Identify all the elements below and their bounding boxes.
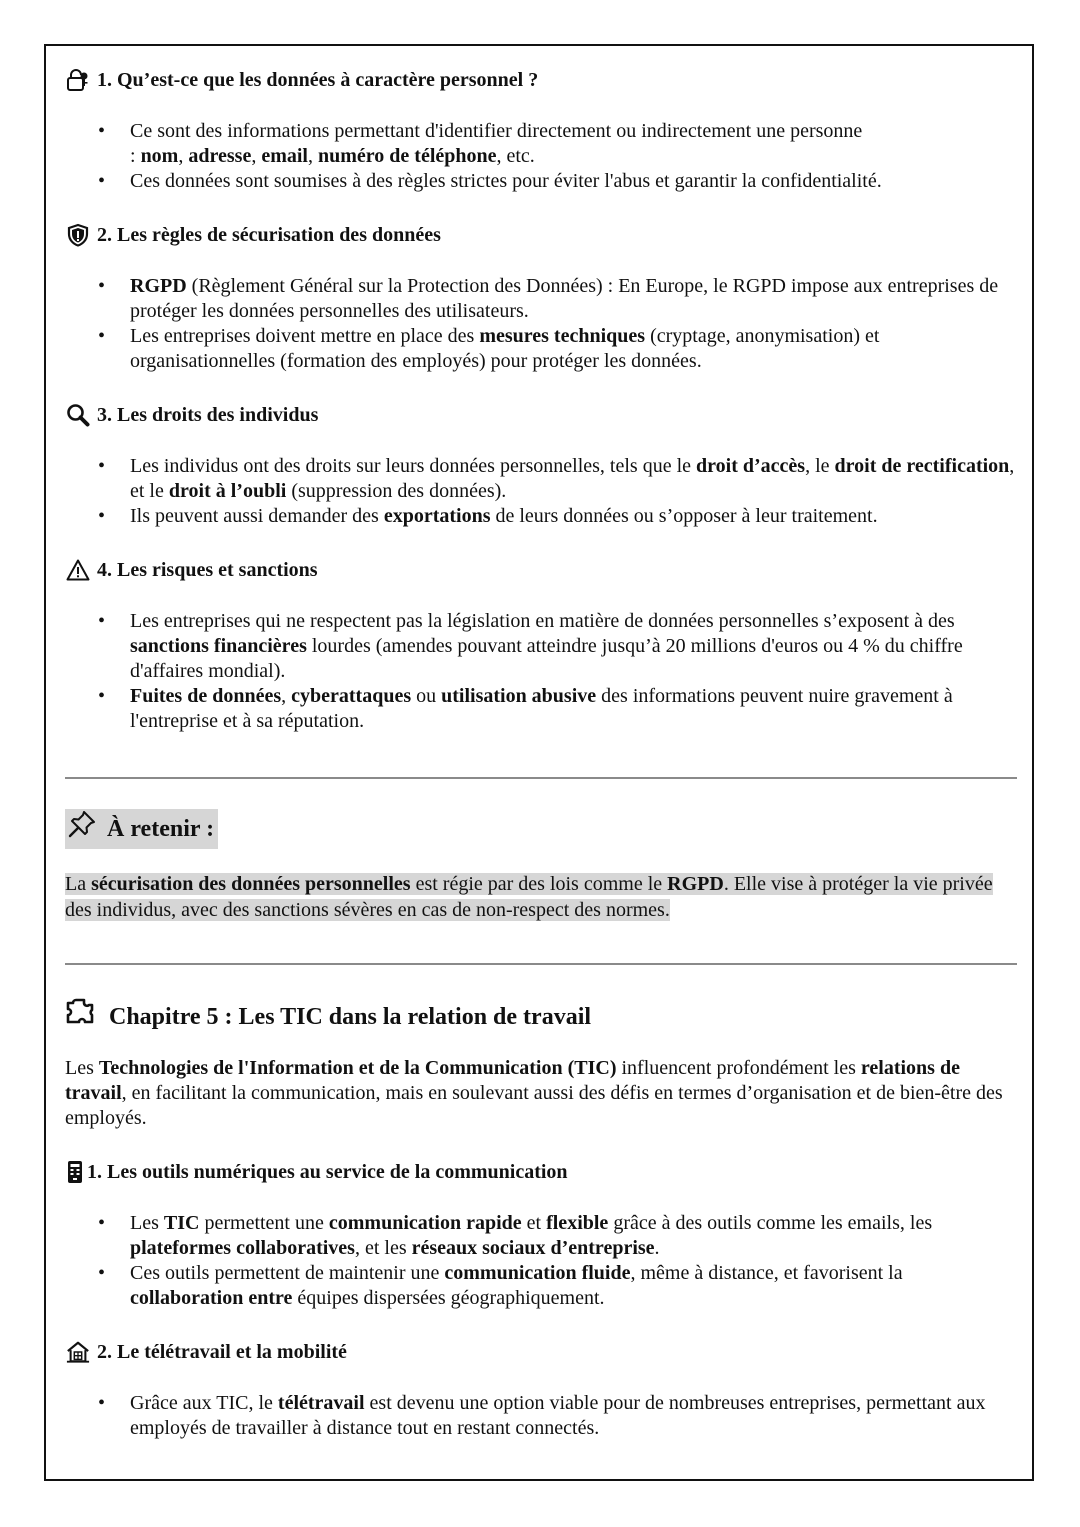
document-content bbox=[65, 66, 1017, 1441]
section-1-list bbox=[65, 119, 1017, 194]
magnifier-icon bbox=[65, 402, 91, 428]
warning-icon bbox=[65, 557, 91, 583]
retenir-heading bbox=[65, 809, 218, 849]
section-4-list bbox=[65, 609, 1017, 734]
list-item: • Ce sont des informations permettant d'identifier directement ou indirectement une personne : nom, adresse, email, numéro de téléphone, etc. bbox=[130, 119, 1017, 169]
mobile-phone-icon bbox=[65, 1159, 85, 1185]
lock-key-icon bbox=[65, 67, 91, 93]
chapter-5-section-2-heading bbox=[65, 1338, 1017, 1366]
section-1-heading bbox=[65, 66, 1017, 94]
section-4-title: 4. Les risques et sanctions bbox=[97, 559, 318, 581]
chapter-5-section-2-title: 2. Le télétravail et la mobilité bbox=[97, 1341, 347, 1363]
section-4-heading bbox=[65, 556, 1017, 584]
house-icon bbox=[65, 1339, 91, 1365]
section-2-title: 2. Les règles de sécurisation des données bbox=[97, 224, 441, 246]
section-1-title: 1. Qu’est-ce que les données à caractère personnel ? bbox=[97, 69, 539, 91]
chapter-5-section-2-list bbox=[65, 1391, 1017, 1441]
chapter-5-section-1-title: 1. Les outils numériques au service de la communication bbox=[87, 1161, 568, 1183]
section-3-heading bbox=[65, 401, 1017, 429]
list-item: • Ces données sont soumises à des règles strictes pour éviter l'abus et garantir la confidentialité. bbox=[130, 169, 1017, 194]
section-2-list bbox=[65, 274, 1017, 374]
list-item: • Fuites de données, cyberattaques ou utilisation abusive des informations peuvent nuire gravement à l'entreprise et à sa réputation. bbox=[130, 684, 1017, 734]
section-3-list bbox=[65, 454, 1017, 529]
list-item: • Les entreprises doivent mettre en place des mesures techniques (cryptage, anonymisation) et organisationnelles (formation des employés) pour protéger les données. bbox=[130, 324, 1017, 374]
pushpin-icon bbox=[67, 809, 97, 849]
list-item: • Les TIC permettent une communication rapide et flexible grâce à des outils comme les emails, les plateformes collaboratives, et les réseaux sociaux d’entreprise. bbox=[130, 1211, 1017, 1261]
list-item: • Grâce aux TIC, le télétravail est devenu une option viable pour de nombreuses entreprises, permettant aux employés de travailler à distance tout en restant connectés. bbox=[130, 1391, 1017, 1441]
chapter-5-section-1-heading bbox=[65, 1158, 1017, 1186]
shield-icon bbox=[65, 222, 91, 248]
chapter-5-intro: Les Technologies de l'Information et de la Communication (TIC) influencent profondément les relations de travail, en facilitant la communication, mais en soulevant aussi des défis en termes d’organisation et de bien-être des employés. bbox=[65, 1057, 1003, 1129]
section-3-title: 3. Les droits des individus bbox=[97, 404, 319, 426]
chapter-5-heading bbox=[65, 997, 1017, 1036]
list-item: • RGPD (Règlement Général sur la Protection des Données) : En Europe, le RGPD impose aux entreprises de protéger les données personnelles des utilisateurs. bbox=[130, 274, 1017, 324]
list-item: • Les entreprises qui ne respectent pas la législation en matière de données personnelles s’exposent à des sanctions financières lourdes (amendes pouvant atteindre jusqu’à 20 millions d'euros ou 4 % du chiffre d'affaires mondial). bbox=[130, 609, 1017, 684]
chapter-5-section-1-list bbox=[65, 1211, 1017, 1311]
retenir-summary: La sécurisation des données personnelles est régie par des lois comme le RGPD. Elle vise à protéger la vie privée des individus, avec des sanctions sévères en cas de non-respect des normes. bbox=[65, 873, 993, 921]
section-2-heading bbox=[65, 221, 1017, 249]
retenir-title: À retenir : bbox=[107, 816, 215, 842]
chapter-5-title: Chapitre 5 : Les TIC dans la relation de travail bbox=[109, 1003, 592, 1030]
list-item: • Les individus ont des droits sur leurs données personnelles, tels que le droit d’accès, le droit de rectification, et le droit à l’oubli (suppression des données). bbox=[130, 454, 1017, 504]
puzzle-icon bbox=[65, 997, 95, 1036]
list-item: • Ces outils permettent de maintenir une communication fluide, même à distance, et favorisent la collaboration entre équipes dispersées géographiquement. bbox=[130, 1261, 1017, 1311]
list-item: • Ils peuvent aussi demander des exportations de leurs données ou s’opposer à leur traitement. bbox=[130, 504, 1017, 529]
